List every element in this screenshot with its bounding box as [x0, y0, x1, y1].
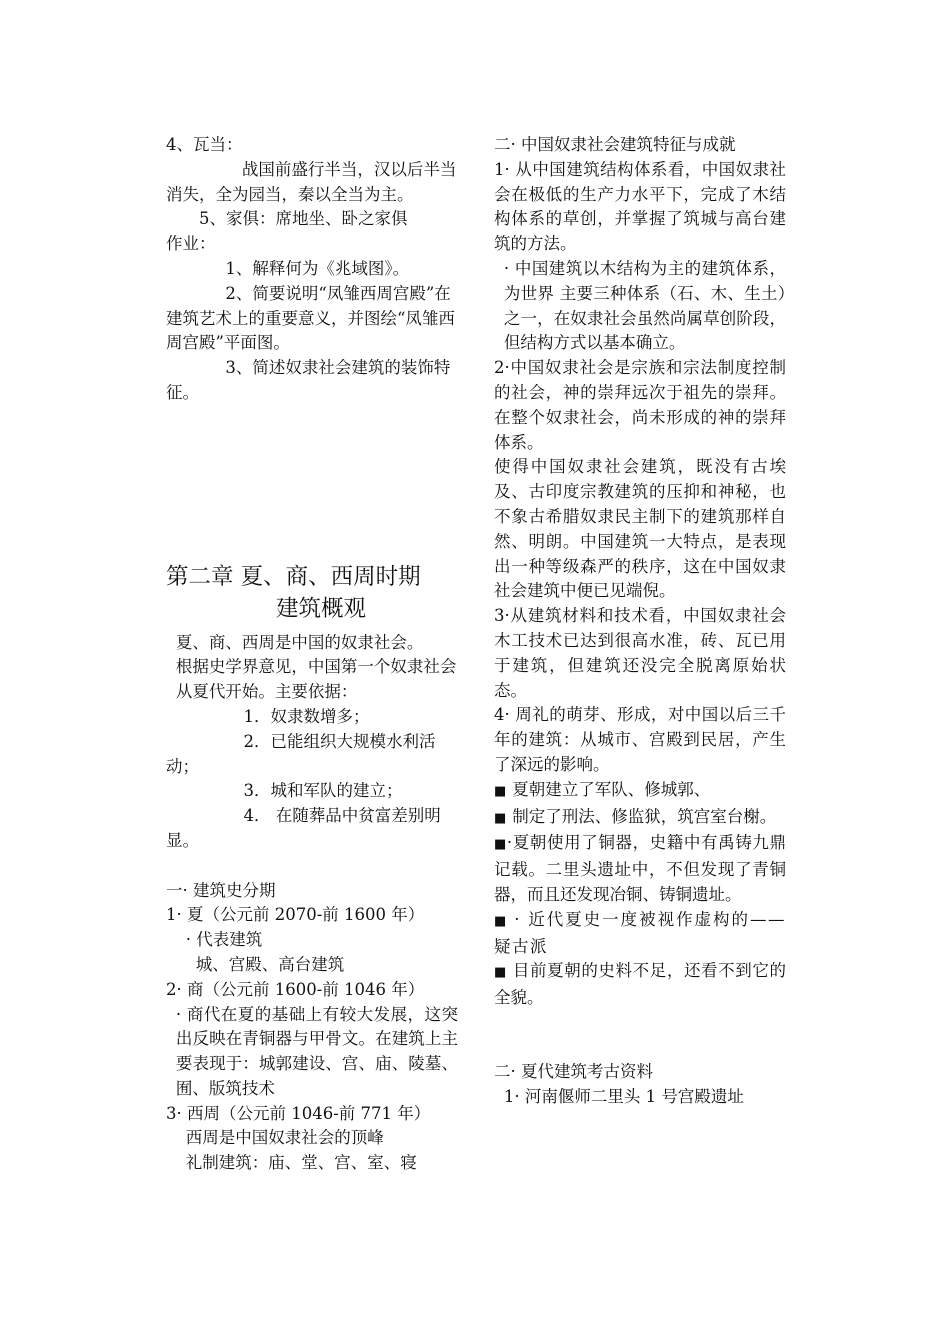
black-square-icon: ■	[494, 965, 507, 981]
period-western-zhou: 3· 西周（公元前 1046-前 771 年）	[166, 1103, 431, 1123]
characteristic-1: 1· 从中国建筑结构体系看，中国奴隶社会在极低的生产力水平下，完成了木结构体系的草创，并掌握了筑城与高台建筑的方法。	[494, 159, 786, 254]
homework-item-3: 3、简述奴隶社会建筑的装饰特征。	[166, 358, 451, 402]
western-zhou-text: 西周是中国奴隶社会的顶峰	[185, 1128, 384, 1148]
bullet-item: ■·夏朝使用了铜器，史籍中有禹铸九鼎记载。二里头遗址中，不但发现了青铜器，而且还发现冶铜、铸铜遗址。	[494, 833, 786, 904]
intro-line: 夏、商、西周是中国的奴隶社会。	[175, 632, 424, 652]
basis-item-2: 2．已能组织大规模水利活动；	[166, 731, 436, 776]
shang-text: · 商代在夏的基础上有较大发展，这突出反映在青铜器与甲骨文。在建筑上主要表现于：城郭建设、宫、庙、陵墓、囿、版筑技术	[175, 1004, 458, 1098]
erlitou-site: 1· 河南偃师二里头 1 号宫殿遗址	[503, 1087, 744, 1107]
intro-basis: 根据史学界意见，中国第一个奴隶社会从夏代开始。主要依据：	[175, 657, 457, 702]
homework-item-1: 1、解释何为《兆域图》。	[225, 258, 410, 278]
homework-item-2: 2、简要说明“凤雏西周宫殿”在建筑艺术上的重要意义，并图绘“凤雏西周宫殿”平面图。	[166, 283, 455, 353]
black-square-icon: ■	[494, 913, 509, 929]
bullet-item: ■ 制定了刑法、修监狱，筑宫室台榭。	[494, 806, 777, 826]
section-characteristics: 二· 中国奴隶社会建筑特征与成就	[494, 135, 736, 154]
section-periods: 一· 建筑史分期	[166, 880, 276, 900]
period-xia: 1· 夏（公元前 2070-前 1600 年）	[166, 905, 425, 925]
characteristic-2: 2·中国奴隶社会是宗族和宗法制度控制的社会，神的崇拜远次于祖先的崇拜。在整个奴隶社会，尚未形成的神的崇拜体系。	[494, 358, 786, 452]
homework-heading: 作业：	[166, 234, 216, 254]
left-column	[166, 133, 458, 1176]
representative-buildings: · 代表建筑	[185, 930, 263, 950]
characteristic-3: 3·从建筑材料和技术看，中国奴隶社会木工技术已达到很高水准，砖、瓦已用于建筑，但建筑还没完全脱离原始状态。	[494, 606, 786, 700]
black-square-icon: ■	[494, 810, 507, 826]
period-shang: 2· 商（公元前 1600-前 1046 年）	[166, 979, 425, 999]
bullet-item: ■ 目前夏朝的史料不足，还看不到它的全貌。	[494, 961, 786, 1008]
characteristic-4: 4· 周礼的萌芽、形成，对中国以后三千年的建筑：从城市、宫殿到民居，产生了深远的影响。	[494, 705, 786, 774]
chapter-title-line1: 第二章 夏、商、西周时期	[166, 563, 421, 590]
chapter-title-line2: 建筑概观	[275, 595, 366, 622]
tile-text: 战国前盛行半当，汉以后半当消失，全为园当，秦以全当为主。	[166, 159, 457, 204]
xia-buildings: 城、宫殿、高台建筑	[195, 954, 345, 974]
chapter-title	[166, 561, 458, 625]
basis-item-3: 3．城和军队的建立；	[243, 781, 403, 801]
black-square-icon: ■	[494, 837, 507, 853]
section-xia-archaeology: 二· 夏代建筑考古资料	[494, 1062, 653, 1082]
bullet-item: ■ · 近代夏史一度被视作虚构的——疑古派	[494, 909, 786, 956]
basis-item-1: 1．奴隶数增多；	[243, 706, 370, 726]
tile-heading: 4、瓦当：	[166, 135, 243, 154]
right-column	[494, 133, 786, 1110]
furniture-heading: 5、家俱：席地坐、卧之家俱	[199, 209, 408, 229]
characteristic-2-detail: 使得中国奴隶社会建筑，既没有古埃及、古印度宗教建筑的压抑和神秘，也不象古希腊奴隶民主制下的建筑那样自然、明朗。中国建筑一大特点，是表现出一种等级森严的秩序，这在中国奴隶社会建筑中便已见端倪。	[494, 457, 786, 601]
black-square-icon: ■	[494, 783, 507, 799]
characteristic-1-detail: · 中国建筑以木结构为主的建筑体系，为世界 主要三种体系（石、木、生土）之一，在奴隶社会虽然尚属草创阶段，但结构方式以基本确立。	[503, 258, 786, 353]
ritual-buildings: 礼制建筑：庙、堂、宫、室、寝	[185, 1153, 417, 1173]
bullet-item: ■ 夏朝建立了军队、修城郭、	[494, 779, 711, 799]
basis-item-4: 4． 在随葬品中贫富差别明显。	[166, 806, 441, 850]
